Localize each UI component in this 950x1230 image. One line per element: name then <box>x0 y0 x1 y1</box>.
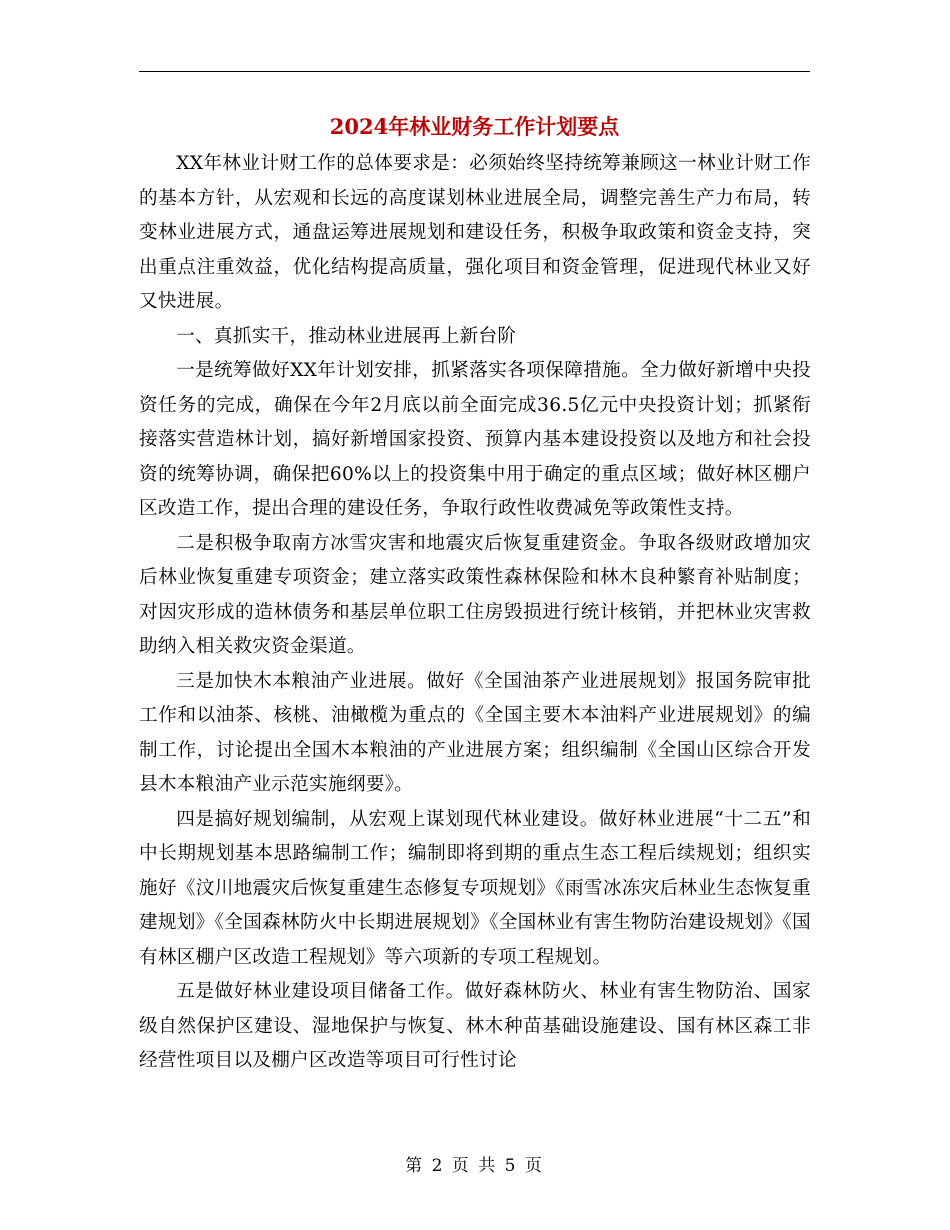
paragraph-item-4: 四是搞好规划编制，从宏观上谋划现代林业建设。做好林业进展“十二五”和中长期规划基本思路编制工作；编制即将到期的重点生态工程后续规划；组织实施好《汶川地震灾后恢复重建生态修复专项规划》《雨雪冰冻灾后林业生态恢复重建规划》《全国森林防火中长期进展规划》《全国林业有害生物防治建设规划》《国有林区棚户区改造工程规划》等六项新的专项工程规划。 <box>139 808 811 968</box>
document-title: 2024年林业财务工作计划要点 <box>329 114 620 139</box>
paragraph-item-2: 二是积极争取南方冰雪灾害和地震灾后恢复重建资金。争取各级财政增加灾后林业恢复重建专项资金；建立落实政策性森林保险和林木良种繁育补贴制度；对因灾形成的造林债务和基层单位职工住房毁损进行统计核销，并把林业灾害救助纳入相关救灾资金渠道。 <box>139 532 811 657</box>
document-body <box>139 147 811 1079</box>
paragraph-item-5: 五是做好林业建设项目储备工作。做好森林防火、林业有害生物防治、国家级自然保护区建设、湿地保护与恢复、林木种苗基础设施建设、国有林区森工非经营性项目以及棚户区改造等项目可行性讨论 <box>139 981 811 1071</box>
paragraph-item-3: 三是加快木本粮油产业进展。做好《全国油茶产业进展规划》报国务院审批工作和以油茶、核桃、油橄榄为重点的《全国主要木本油料产业进展规划》的编制工作，讨论提出全国木本粮油的产业进展方案；组织编制《全国山区综合开发县木本粮油产业示范实施纲要》。 <box>139 670 811 795</box>
section-heading: 一、真抓实干，推动林业进展再上新台阶 <box>176 325 517 347</box>
page-number-footer: 第 2 页 共 5 页 <box>405 1156 544 1176</box>
paragraph-item-1: 一是统筹做好XX年计划安排，抓紧落实各项保障措施。全力做好新增中央投资任务的完成，确保在今年2月底以前全面完成36.5亿元中央投资计划；抓紧衔接落实营造林计划，搞好新增国家投资、预算内基本建设投资以及地方和社会投资的统筹协调，确保把60%以上的投资集中用于确定的重点区域；做好林区棚户区改造工作，提出合理的建设任务，争取行政性收费减免等政策性支持。 <box>139 360 811 519</box>
header-rule <box>139 71 810 72</box>
paragraph-overview: XX年林业计财工作的总体要求是：必须始终坚持统筹兼顾这一林业计财工作的基本方针，从宏观和长远的高度谋划林业进展全局，调整完善生产力布局，转变林业进展方式，通盘运筹进展规划和建设任务，积极争取政策和资金支持，突出重点注重效益，优化结构提高质量，强化项目和资金管理，促进现代林业又好又快进展。 <box>139 153 811 312</box>
